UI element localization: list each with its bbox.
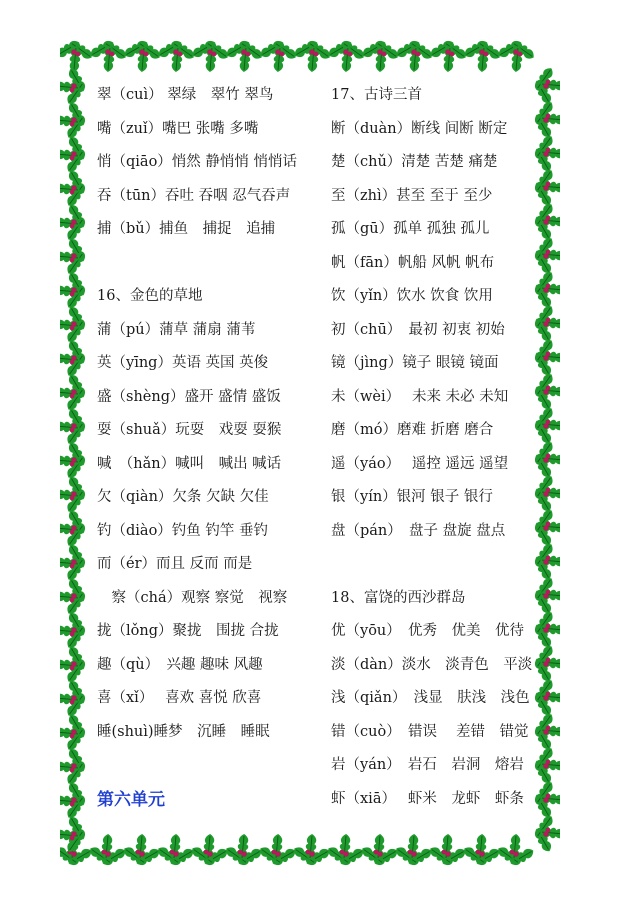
vocab-line: 遥（yáo） 遥控 遥远 遥望 — [331, 455, 509, 472]
vocab-line: 蒲（pú）蒲草 蒲扇 蒲苇 — [97, 321, 256, 338]
holly-icon — [326, 38, 367, 72]
holly-icon — [428, 38, 469, 72]
vocab-line: 吞（tūn）吞吐 吞咽 忍气吞声 — [97, 187, 291, 204]
holly-icon — [532, 235, 560, 276]
holly-icon — [60, 712, 88, 753]
vocab-line: 优（yōu） 优秀 优美 优待 — [331, 623, 525, 639]
holly-icon — [532, 65, 560, 106]
vocab-line: 17、古诗三首 — [331, 87, 422, 103]
holly-icon — [532, 541, 560, 582]
holly-icon — [121, 834, 162, 868]
holly-icon — [60, 236, 88, 277]
vocab-line: 拢（lǒng）聚拢 围拢 合拢 — [97, 623, 279, 639]
holly-icon — [122, 38, 163, 72]
holly-icon — [532, 201, 560, 242]
holly-icon — [60, 474, 88, 515]
holly-icon — [60, 508, 88, 549]
holly-icon — [291, 834, 332, 868]
holly-icon — [60, 406, 88, 447]
vocab-line: 耍（shuǎ）玩耍 戏耍 耍猴 — [97, 422, 282, 438]
vocab-line: 淡（dàn）淡水 淡青色 平淡 — [331, 656, 533, 673]
holly-icon — [394, 38, 435, 72]
holly-icon — [292, 38, 333, 72]
holly-icon — [224, 38, 265, 72]
holly-icon — [427, 834, 468, 868]
holly-icon — [359, 834, 400, 868]
holly-icon — [223, 834, 264, 868]
vocab-line: 欠（qiàn）欠条 欠缺 欠佳 — [97, 489, 269, 505]
vocab-line: 断（duàn）断线 间断 断定 — [331, 120, 508, 137]
holly-icon — [325, 834, 366, 868]
vocab-line: 未（wèi） 未来 未必 未知 — [331, 388, 509, 405]
vocab-line: 浅（qiǎn） 浅显 肤浅 浅色 — [331, 690, 530, 706]
holly-icon — [532, 269, 560, 310]
holly-icon — [258, 38, 299, 72]
holly-icon — [60, 610, 88, 651]
holly-icon — [532, 677, 560, 718]
vocab-line: 磨（mó）磨难 折磨 磨合 — [331, 422, 494, 438]
vocab-line: 16、金色的草地 — [97, 288, 203, 304]
vocab-line: 楚（chǔ）清楚 苦楚 痛楚 — [331, 154, 498, 170]
holly-icon — [60, 780, 88, 821]
holly-icon — [462, 38, 503, 72]
holly-icon — [60, 576, 88, 617]
holly-icon — [60, 168, 88, 209]
holly-icon — [393, 834, 434, 868]
holly-icon — [532, 507, 560, 548]
vocab-line: 而（ér）而且 反而 而是 — [97, 556, 253, 572]
vocab-line: 英（yīng）英语 英国 英俊 — [97, 355, 269, 371]
vocab-line: 镜（jìng）镜子 眼镜 镜面 — [331, 355, 499, 371]
vocab-line: 翠（cuì） 翠绿 翠竹 翠鸟 — [97, 87, 274, 103]
holly-icon — [532, 133, 560, 174]
holly-icon — [532, 405, 560, 446]
holly-icon — [532, 779, 560, 820]
holly-icon — [60, 100, 88, 141]
holly-icon — [60, 134, 88, 175]
vocab-line: 喊 （hǎn）喊叫 喊出 喊话 — [97, 455, 282, 472]
holly-icon — [60, 440, 88, 481]
holly-icon — [532, 303, 560, 344]
vocab-line: 饮（yǐn）饮水 饮食 饮用 — [331, 288, 493, 304]
vocab-line: 虾（xiā） 虾米 龙虾 虾条 — [331, 790, 524, 807]
holly-icon — [257, 834, 298, 868]
holly-icon — [189, 834, 230, 868]
vocab-line: 喜（xǐ） 喜欢 喜悦 欣喜 — [97, 690, 262, 706]
holly-icon — [532, 745, 560, 786]
holly-icon — [461, 834, 502, 868]
holly-icon — [532, 337, 560, 378]
holly-icon — [156, 38, 197, 72]
holly-icon — [496, 38, 537, 72]
holly-icon — [60, 746, 88, 787]
vocab-line: 盛（shèng）盛开 盛情 盛饭 — [97, 388, 281, 405]
holly-icon — [532, 575, 560, 616]
holly-icon — [532, 473, 560, 514]
holly-icon — [532, 711, 560, 752]
vocab-line: 错（cuò） 错误 差错 错觉 — [331, 723, 529, 740]
holly-icon — [532, 167, 560, 208]
holly-icon — [360, 38, 401, 72]
holly-icon — [60, 542, 88, 583]
holly-icon — [60, 66, 88, 107]
vocab-line: 帆（fān）帆船 风帆 帆布 — [331, 254, 495, 271]
holly-icon — [190, 38, 231, 72]
vocab-line: 银（yín）银河 银子 银行 — [331, 489, 493, 505]
holly-icon — [60, 338, 88, 379]
holly-icon — [87, 834, 128, 868]
vocab-line: 钓（diào）钓鱼 钓竿 垂钓 — [97, 522, 269, 539]
vocab-line: 盘（pán） 盘子 盘旋 盘点 — [331, 522, 506, 539]
holly-icon — [60, 644, 88, 685]
vocab-line: 至（zhì）甚至 至于 至少 — [331, 187, 493, 204]
holly-icon — [60, 678, 88, 719]
unit-heading: 第六单元 — [97, 790, 165, 810]
holly-icon — [532, 609, 560, 650]
holly-icon — [88, 38, 129, 72]
vocab-line: 趣（qù） 兴趣 趣味 风趣 — [97, 656, 263, 673]
vocab-line: 睡(shuì)睡梦 沉睡 睡眠 — [97, 723, 270, 740]
holly-icon — [495, 834, 536, 868]
holly-icon — [532, 643, 560, 684]
vocab-line: 18、富饶的西沙群岛 — [331, 589, 466, 606]
vocab-line: 孤（gū）孤单 孤独 孤儿 — [331, 221, 490, 237]
holly-icon — [532, 99, 560, 140]
vocab-line: 悄（qiāo）悄然 静悄悄 悄悄话 — [97, 154, 298, 170]
holly-icon — [60, 270, 88, 311]
vocab-line: 察（chá）观察 察觉 视察 — [97, 589, 288, 606]
holly-icon — [60, 372, 88, 413]
vocab-line: 初（chū） 最初 初衷 初始 — [331, 321, 505, 338]
vocab-line: 捕（bǔ）捕鱼 捕捉 追捕 — [97, 221, 276, 237]
holly-icon — [155, 834, 196, 868]
holly-icon — [532, 439, 560, 480]
holly-icon — [60, 202, 88, 243]
vocab-line: 嘴（zuǐ）嘴巴 张嘴 多嘴 — [97, 120, 259, 137]
holly-icon — [532, 813, 560, 854]
holly-icon — [60, 38, 95, 72]
vocab-line: 岩（yán） 岩石 岩洞 熔岩 — [331, 757, 524, 773]
holly-icon — [532, 371, 560, 412]
holly-icon — [60, 304, 88, 345]
